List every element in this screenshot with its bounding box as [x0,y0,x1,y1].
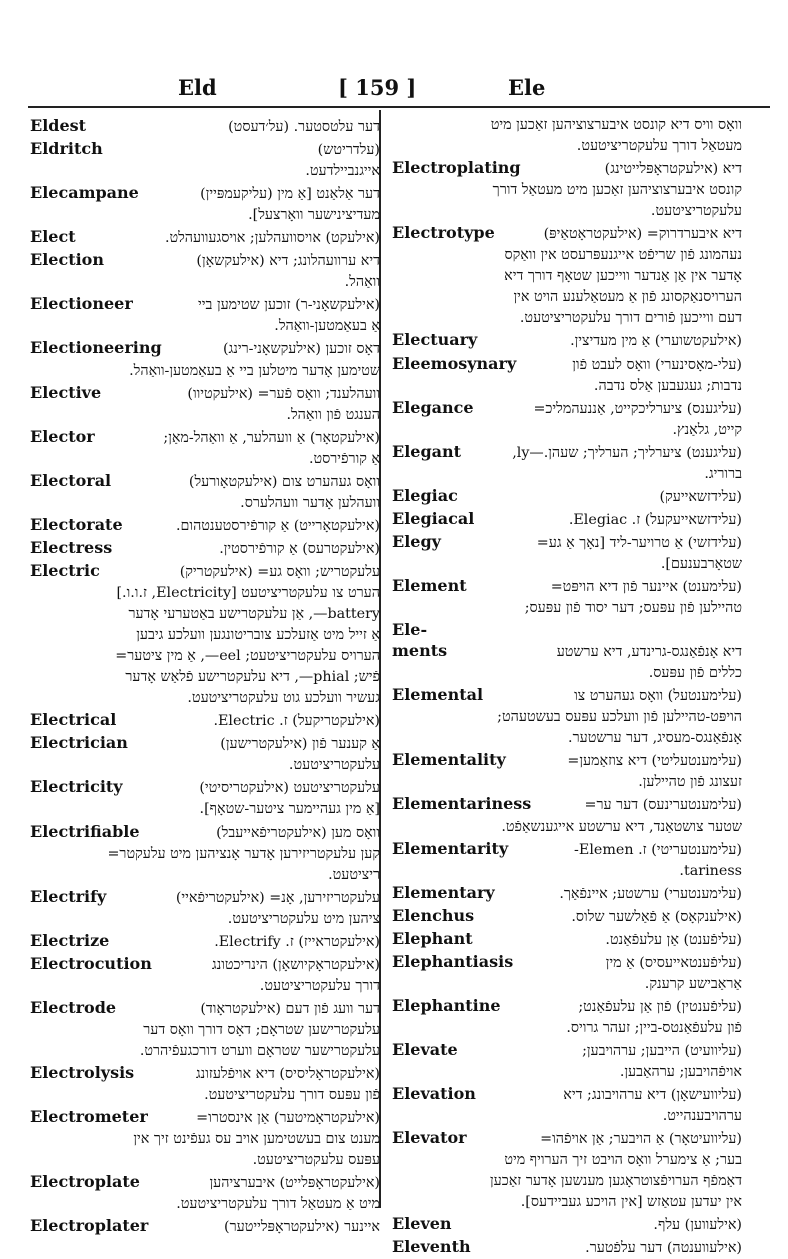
entry-first-line [30,382,380,405]
entry-headword: Elementary [392,882,495,902]
entry-definition-start: (עליפֿענט) אַן עלעפֿאַנט. [605,931,742,948]
entry-first-line [30,1062,380,1085]
header-guide-word-left: Eld [178,75,217,100]
entry-headword: Eldritch [30,139,103,159]
entry-first-line [30,537,380,560]
dictionary-entry [30,997,380,1062]
entry-headword: Elect [30,227,76,247]
entry-definition-start: (עליגענס) ציערליכקייט, אַננעהמליכ= [533,400,742,417]
entry-definition-line: ערהויבענהייט. [662,1108,742,1125]
dictionary-entry [392,1083,742,1127]
dictionary-entry [392,640,742,684]
entry-definition-line: עלעקטריציטעט. [288,757,380,774]
entry-headword: Electrotype [392,223,495,243]
entry-definition-line: אַ זייל מיט אַזעלכע צובריטונגען וועלכע גיבען [136,627,380,644]
dictionary-entry [392,951,742,995]
dictionary-entry [30,382,380,426]
entry-definition-line: ברוריג. [704,465,742,482]
entry-headword: Electrocution [30,953,152,973]
entry-definition-start: דער עלטסטער. (על׳דעסט) [228,119,380,135]
entry-definition-start: (עליפֿענטין) פֿון אַן עלעפֿאַנט; [578,998,742,1015]
entry-definition-start: (אילעווען) עלף. [653,1217,742,1234]
dictionary-entry [392,1039,742,1083]
entry-first-line [30,997,380,1020]
dictionary-entry [392,684,742,749]
entry-definition-start: (עלימענט) איינער פֿון דיא הויפּט= [550,578,742,595]
entry-first-line [30,426,380,449]
entry-headword: Elephantine [392,995,501,1015]
entry-definition-line: מענט צום בעשטימען אויב עס געפֿינט זיך אין [133,1131,380,1148]
entry-headword: Eleventh [392,1237,471,1257]
dictionary-entry [30,1171,380,1215]
entry-headword: Election [30,250,104,270]
entry-headword: Elementarity [392,838,509,858]
entry-first-line [30,1106,380,1129]
entry-definition-start: (אילעקטראייז) ז. Electrify. [214,933,380,950]
entry-first-line [30,115,380,138]
entry-first-line [392,995,742,1018]
entry-first-line [30,470,380,493]
entry-first-line [392,508,742,531]
entry-definition-start: וואָס מען (אילעקטריפֿאייעבל) [216,824,380,841]
entry-first-line [392,640,742,663]
entry-definition-start: (אילענקאָס) אַ פֿאַלשער שלוס. [571,908,742,925]
entry-definition-start: דער אַלאַנט [אַ מין (עליקעמפּיין) [200,186,380,203]
entry-definition-start: (עלידזשי) אַ טרויער-ליד [נאָך אַ גע= [536,534,742,551]
entry-definition-start: (עלי-מאָסינערי) וואָס לעבט פֿון [572,356,742,373]
entry-first-line [30,293,380,316]
entry-definition-line: tariness. [679,862,742,879]
entry-definition-line: עלעקטרישען שטראָם; דאָס דורך וואָס דער [143,1021,380,1038]
dictionary-entry [392,157,742,222]
entry-definition-line: נדבות; געגעבען אַלס נדבה. [593,377,742,394]
entry-headword: Elementality [392,750,506,770]
entry-definition-line: דורך עלעקטריציטעט. [259,977,380,994]
entry-first-line [392,397,742,420]
entry-first-line [392,1236,742,1259]
entry-first-line [392,1213,742,1236]
entry-first-line [392,575,742,598]
entry-definition-start: (אילעקטראָקיושאָן) הינריכטונג [211,956,380,973]
right-column [392,115,742,1257]
entry-definition-line: כללים פֿון עפּעס. [648,665,742,682]
entry-headword: Elevator [392,1128,467,1148]
dictionary-entry [392,508,742,531]
dictionary-entry [392,838,742,882]
entry-headword: Element [392,575,467,595]
entry-definition-line: הערויסנאַקסונג פֿון אַ מעטאַלענע הויט אין [513,289,742,306]
entry-first-line [392,531,742,554]
entry-first-line [392,329,742,352]
entry-first-line [30,930,380,953]
entry-headword: Elegance [392,397,474,417]
left-column [30,115,380,1236]
entry-definition-start: (עליוועישאָן) דיא ערהויבונג; דיא [563,1087,742,1104]
entry-headword: Elegy [392,531,441,551]
entry-first-line [392,882,742,905]
entry-definition-line: בער; אַ צימערל וואָס הויבט זיך הערויף מיט [504,1152,742,1169]
entry-definition-line: פֿון עלעפֿאַנטס-ביין; זעהר גרויס. [566,1019,742,1036]
dictionary-entry [392,397,742,441]
entry-headword: Elegiacal [392,508,475,528]
entry-definition-start: (אילעקטראָליסיס) דיא אויפֿלעזונג [195,1066,380,1083]
entry-headword: Electioneering [30,338,162,358]
entry-headword: Electorate [30,514,123,534]
entry-definition-start: (אילעקטשוערי) אַ מין מעדיצין. [570,333,742,350]
entry-headword: Electrifiable [30,821,140,841]
entry-headword: ments [392,641,448,661]
entry-headword: Elemental [392,685,484,705]
entry-definition-start: (עלימענטערינעס) דער ער= [584,797,742,814]
entry-definition-start: (עליוועיט) הייבען; ערהויבען; [582,1042,742,1059]
entry-definition-line: הערויס עלעקטריציטעט; eel—, אַ מין ציטער= [115,648,380,665]
entry-definition-line: זעצונג פֿון טהיילען. [638,774,742,791]
entry-definition-line: מעטאַל דורך עלעקטריציטעט. [576,138,742,155]
dictionary-entry [30,514,380,537]
entry-definition-line: מעדיצינישער וואָרצעל]. [248,207,380,224]
dictionary-entry [30,776,380,820]
entry-definition-start: איינער (אילעקטראָפּלייטער) [224,1219,380,1236]
entry-definition-line: טהיילען פֿון עפּעס; דער יסוד פֿון עפּעס; [524,600,742,617]
entry-definition-start: (עלימענטעל) וואָס געהערט צו [574,688,742,705]
entry-definition-line: הויפּט-טהיילען פֿון וועלכע עפּעס בעשטעהט; [497,709,742,726]
entry-definition-line: שטער צושטאַנד, דיא ערשטע אייגענשאַפֿט. [501,818,742,835]
entry-definition-line: מיט אַ מעטאַל דורך עלעקטריציטעט. [176,1196,380,1213]
entry-definition-line: קייט, גלאַנץ. [672,421,742,438]
entry-headword: Eldest [30,116,87,135]
entry-definition-start: (אילעקטאָר) אַ וועהלער, אַ וואַהל-מאַן; [163,429,380,446]
entry-definition-start: דאָס זוכען (אילעקשאָני-רינג) [222,341,380,358]
entry-definition-start: (עליגענט) ציערליך; הערליך; שעהן.—ly, [512,444,742,461]
entry-definition-line: עלעקטרישער שטראָם ווערט דורכגעפֿיהרט. [139,1042,380,1059]
entry-headword: Electrical [30,710,117,730]
entry-first-line [30,821,380,844]
entry-headword: Electoral [30,470,112,490]
entry-first-line [392,838,742,861]
entry-definition-start: (עלידזשאייעק) [659,488,742,505]
entry-definition-start: דיא איבערדרוק= (אילעקטראָטאַיפּ) [543,226,742,243]
entry-definition-start: וועהלענד; וואָס פֿער= (אילעקטיוו) [187,385,380,402]
dictionary-entry [392,619,742,640]
entry-headword: Electioneer [30,294,133,314]
entry-headword: Elective [30,382,102,402]
dictionary-entry [30,537,380,560]
dictionary-entry [392,1213,742,1236]
dictionary-entry [392,441,742,485]
entry-definition-start: עלעקטריציטעט (אילעקטריסיטי) [199,780,380,797]
entry-definition-line: דעם ווייכען פֿורים דורך עלעקטריציטעט. [519,310,742,327]
dictionary-entry [30,138,380,182]
entry-headword: Elevate [392,1039,458,1059]
dictionary-entry [392,222,742,329]
dictionary-entry [30,930,380,953]
entry-definition-start: (אילעקטראָמיטער) אַן אינסטרו= [196,1110,380,1127]
entry-definition-line: ריציטעט. [328,866,380,883]
entry-definition-line: קען עלעקטריזירען אָדער אָנציהען מיט עלעקטר= [107,845,380,862]
entry-definition-line: הענגט פֿון וואַהל. [286,406,380,423]
entry-definition-start: אַ קענער פֿון (אילעקטרישען) [220,736,380,753]
page-number: [ 159 ] [338,75,417,100]
entry-definition-line: נעהמונג פֿון שריפֿט אייגנעפּרעסט אין וואַקס [504,247,742,264]
dictionary-entry [30,1106,380,1171]
entry-definition-start: (אילעקט) אויסוועהלען; אויסגעוועהלט. [164,230,380,247]
entry-definition-start: (עליפֿענטאייעסיס) אַ מין [605,954,742,971]
dictionary-entry [30,732,380,776]
entry-headword: Eleemosynary [392,353,517,373]
entry-headword: Elenchus [392,905,475,925]
dictionary-entry [30,1062,380,1106]
entry-definition-line: אייגנביילדעט. [305,163,380,180]
entry-first-line [30,560,380,583]
entry-first-line [30,226,380,249]
entry-definition-line: אויפֿהויבען; ערהאַבען. [619,1064,742,1081]
entry-headword: Elector [30,426,95,446]
entry-headword: Electroplater [30,1216,149,1236]
entry-definition-start: וואָס געהערט צום (אילעקטאָורעל) [188,473,380,490]
entry-first-line [30,1171,380,1194]
entry-definition-start: דיא (אילעקטראָפּלייטינג) [604,161,742,178]
entry-first-line [30,337,380,360]
dictionary-entry [30,115,380,138]
entry-definition-line: battery—, אַן עלעקטרישע באַטערעי אָדער [128,606,380,623]
dictionary-entry [30,337,380,381]
dictionary-entry [30,821,380,886]
entry-definition-line: שטאָרבענעם]. [660,555,742,572]
entry-definition-start: (עלידזשאייעקעל) ז. Elegiac. [568,511,742,528]
entry-headword: Elephant [392,928,473,948]
entry-headword: Electrolysis [30,1063,135,1083]
entry-headword: Electrify [30,886,107,906]
entry-first-line [392,928,742,951]
entry-first-line [30,514,380,537]
entry-headword: Electrize [30,930,110,950]
header-guide-word-right: Ele [508,75,546,100]
entry-definition-line: פֿון עפּעס דורך עלעקטריציטעט. [204,1087,380,1104]
entry-first-line [392,1039,742,1062]
dictionary-entry [392,575,742,619]
entry-headword: Elevation [392,1084,476,1104]
page-header [0,74,788,104]
entry-first-line [392,951,742,974]
dictionary-entry [30,953,380,997]
dictionary-entry [392,1127,742,1213]
dictionary-entry [392,882,742,905]
dictionary-entry [392,749,742,793]
entry-headword: Electric [30,560,100,580]
dictionary-entry [30,560,380,709]
entry-first-line [30,776,380,799]
entry-definition-line: וואַהל. [344,274,380,291]
entry-definition-start: (אילעקטאָרייט) אַ קורפֿירסטענטהום. [175,517,380,534]
entry-headword: Elephantiasis [392,951,514,971]
entry-first-line [392,619,742,640]
entry-first-line [392,1083,742,1106]
entry-definition-start: עלעקטריש; וואָס גע= (אילעקטריק) [179,563,380,580]
entry-first-line [30,182,380,205]
entry-definition-line: וועהלען אָדער וועהלערס. [240,494,380,511]
dictionary-entry [30,182,380,226]
entry-headword: Elegiac [392,485,458,505]
entry-first-line [392,353,742,376]
entry-headword: Elecampane [30,183,139,203]
entry-first-line [392,157,742,180]
entry-headword: Elegant [392,441,462,461]
entry-definition-start: (עלדריטש) [317,142,380,159]
entry-definition-line: אַ קורפֿירסט. [308,450,380,467]
dictionary-entry [392,115,742,157]
dictionary-entry [392,531,742,575]
entry-definition-line: עלעקטריציטעט. [650,203,742,220]
dictionary-entry [392,995,742,1039]
entry-headword: Electroplate [30,1172,140,1192]
entry-first-line [392,793,742,816]
entry-definition-line: פֿיש; phial—, דיא עלעקטרישע פֿלאַש אָדער [125,669,380,686]
entry-definition-line: עפּעס עלעקטריציטעט. [252,1152,380,1169]
dictionary-entry [392,928,742,951]
entry-definition-line: קונסט איבערצוציהען זאַכען מיט מעטאַל דורך [492,182,742,199]
entry-definition-start: וואָס וויס דיא קונסט איבערצוציהען זאַכען מיט [490,117,742,133]
entry-first-line [392,441,742,464]
entry-definition-line: [אַ מין געהיימער ציטער-שטאָף]. [199,801,380,818]
entry-headword: Electrode [30,997,117,1017]
entry-definition-start: (עלימענטערי) ערשטע; איינפֿאַך. [559,885,742,902]
entry-headword: Electricity [30,777,123,797]
entry-first-line [392,222,742,245]
entry-definition-start: (עליוועיטאָר) אַ הויבער; אַן אויפֿהו= [540,1131,742,1148]
dictionary-entry [30,709,380,732]
entry-headword: Eleven [392,1214,452,1234]
entry-first-line [30,886,380,909]
entry-definition-start: (עלימענטעריטי) ז. Elemen- [574,841,742,858]
entry-definition-line: דאַמפֿף הערויפֿצוטראָגען מענשען אָדער זאַכען [489,1173,742,1190]
entry-first-line [30,953,380,976]
entry-first-line [392,1127,742,1150]
entry-first-line [392,905,742,928]
entry-first-line [392,749,742,772]
dictionary-entry [392,905,742,928]
dictionary-entry [30,249,380,293]
dictionary-entry [30,293,380,337]
entry-definition-start: דער וועג פֿון דעם (אילעקטראָוד) [200,1000,380,1017]
entry-definition-line: שטימען אָדער מיטלען ביי אַ בעאַמטען-וואַהל. [129,362,380,379]
entry-headword: Electrometer [30,1107,148,1127]
entry-headword: Electuary [392,330,478,350]
entry-definition-start: (אילעקטראָפּלייט) איבערציהען [209,1175,380,1192]
entry-definition-start: (אילעקטריקעל) ז. Electric. [213,713,380,730]
dictionary-entry [30,226,380,249]
entry-definition-start: (אילעווענטה) דער עלפֿטער. [585,1240,742,1257]
entry-first-line [30,249,380,272]
entry-headword: Electress [30,537,113,557]
header-rule [28,106,770,108]
entry-first-line [392,115,742,136]
entry-definition-line: אַראַבישע קרענק. [644,975,742,992]
entry-definition-start: דיא אָנפֿאַנגס-גרינדע, דיא ערשטע [556,644,742,661]
entry-definition-line: אין יעדען עטאַזש [אין הויכע געביידעס]. [520,1194,742,1211]
entry-definition-start: (אילעקשאָני-ר) זוכען שטימען ביי [198,297,380,314]
entry-headword: Ele- [392,620,428,640]
dictionary-entry [392,793,742,837]
entry-first-line [30,138,380,161]
entry-definition-start: דיא ערוועהלונג; דיא (אילעקשאָן) [196,253,380,270]
dictionary-entry [30,886,380,930]
entry-definition-line: אַ בעאַמטען-וואַהל. [274,318,380,335]
dictionary-entry [30,470,380,514]
entry-first-line [30,709,380,732]
dictionary-entry [392,1236,742,1259]
entry-definition-line: געשיר וועלכע גוט עלעקטריציטעט. [187,690,380,707]
entry-headword: Electroplating [392,158,521,178]
dictionary-entry [392,485,742,508]
dictionary-entry [392,329,742,352]
entry-definition-start: (עלימענטעליטי) דיא צוזאַמען= [567,753,742,770]
entry-headword: Electrician [30,733,128,753]
entry-definition-start: (אילעקטרעס) אַ קורפֿירסטין. [219,540,380,557]
entry-definition-line: אָדער אין אַן אַנדער ווייכען שטאָף דורך דיא [504,268,742,285]
entry-first-line [392,684,742,707]
entry-definition-line: ציהען מיט עלעקטריציטעט. [227,910,380,927]
entry-definition-line: הערט צו עלעקטריציטעט [Electricity, ז.ו.ו.] [116,584,380,601]
entry-headword: Elementariness [392,794,532,814]
dictionary-entry [30,426,380,470]
entry-first-line [392,485,742,508]
entry-first-line [30,732,380,755]
dictionary-entry [392,353,742,397]
entry-definition-line: אָנפֿאַנגס-מעסיג, דער ערשטער. [568,730,742,747]
entry-definition-start: עלעקטריזירען, אָנ= (אילעקטריפֿאיי) [175,889,380,906]
